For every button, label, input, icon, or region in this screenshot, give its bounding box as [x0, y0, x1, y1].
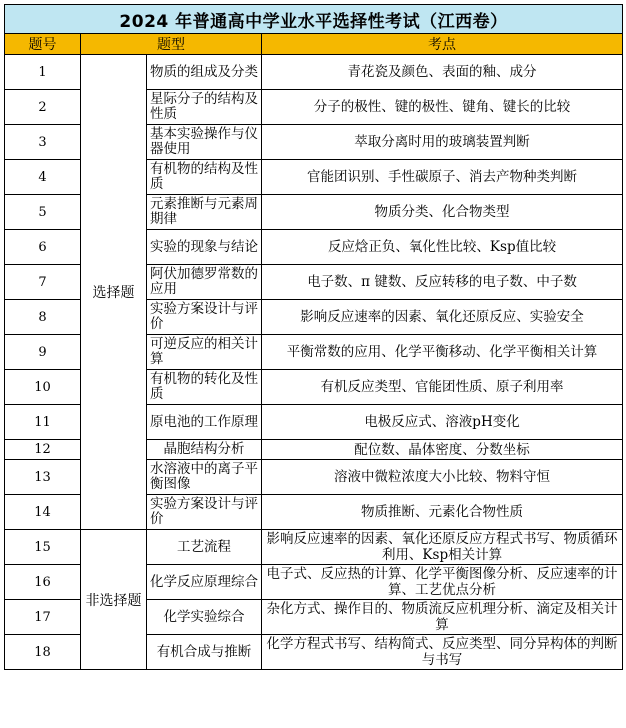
question-type: 实验的现象与结论: [147, 230, 262, 265]
question-number: 13: [5, 460, 81, 495]
section-choice: 选择题: [81, 55, 147, 530]
question-type: 晶胞结构分析: [147, 440, 262, 460]
question-points: 溶液中微粒浓度大小比较、物料守恒: [262, 460, 623, 495]
question-number: 10: [5, 370, 81, 405]
question-type: 阿伏加德罗常数的应用: [147, 265, 262, 300]
question-number: 11: [5, 405, 81, 440]
question-type: 实验方案设计与评价: [147, 495, 262, 530]
header-row: [5, 34, 623, 55]
table-title: 2024 年普通高中学业水平选择性考试（江西卷）: [5, 5, 623, 34]
question-points: 电子数、π 键数、反应转移的电子数、中子数: [262, 265, 623, 300]
question-points: 影响反应速率的因素、氧化还原反应方程式书写、物质循环利用、Ksp相关计算: [262, 530, 623, 565]
question-points: 平衡常数的应用、化学平衡移动、化学平衡相关计算: [262, 335, 623, 370]
question-number: 14: [5, 495, 81, 530]
question-number: 18: [5, 635, 81, 670]
question-number: 6: [5, 230, 81, 265]
header-number: 题号: [5, 34, 81, 55]
question-number: 4: [5, 160, 81, 195]
question-type: 化学实验综合: [147, 600, 262, 635]
header-points: 考点: [262, 34, 623, 55]
question-points: 电极反应式、溶液pH变化: [262, 405, 623, 440]
question-points: 萃取分离时用的玻璃装置判断: [262, 125, 623, 160]
question-number: 8: [5, 300, 81, 335]
question-type: 物质的组成及分类: [147, 55, 262, 90]
question-type: 可逆反应的相关计算: [147, 335, 262, 370]
question-type: 工艺流程: [147, 530, 262, 565]
question-points: 官能团识别、手性碳原子、消去产物种类判断: [262, 160, 623, 195]
question-type: 元素推断与元素周期律: [147, 195, 262, 230]
question-number: 1: [5, 55, 81, 90]
question-points: 物质推断、元素化合物性质: [262, 495, 623, 530]
question-points: 分子的极性、键的极性、键角、键长的比较: [262, 90, 623, 125]
question-type: 基本实验操作与仪器使用: [147, 125, 262, 160]
table-row: [5, 55, 623, 90]
question-type: 有机物的结构及性质: [147, 160, 262, 195]
question-number: 7: [5, 265, 81, 300]
document: [4, 4, 622, 670]
exam-analysis-table: [4, 4, 623, 670]
table-row: [5, 530, 623, 565]
question-type: 有机合成与推断: [147, 635, 262, 670]
question-number: 15: [5, 530, 81, 565]
question-type: 有机物的转化及性质: [147, 370, 262, 405]
question-points: 配位数、晶体密度、分数坐标: [262, 440, 623, 460]
header-type: 题型: [81, 34, 262, 55]
question-points: 化学方程式书写、结构简式、反应类型、同分异构体的判断与书写: [262, 635, 623, 670]
section-non-choice: 非选择题: [81, 530, 147, 670]
question-type: 星际分子的结构及性质: [147, 90, 262, 125]
question-type: 原电池的工作原理: [147, 405, 262, 440]
question-points: 青花瓷及颜色、表面的釉、成分: [262, 55, 623, 90]
question-points: 影响反应速率的因素、氧化还原反应、实验安全: [262, 300, 623, 335]
question-number: 17: [5, 600, 81, 635]
question-points: 电子式、反应热的计算、化学平衡图像分析、反应速率的计算、工艺优点分析: [262, 565, 623, 600]
question-points: 反应焓正负、氧化性比较、Ksp值比较: [262, 230, 623, 265]
question-type: 化学反应原理综合: [147, 565, 262, 600]
question-number: 5: [5, 195, 81, 230]
question-type: 实验方案设计与评价: [147, 300, 262, 335]
question-number: 9: [5, 335, 81, 370]
question-number: 16: [5, 565, 81, 600]
question-points: 有机反应类型、官能团性质、原子利用率: [262, 370, 623, 405]
question-number: 3: [5, 125, 81, 160]
question-points: 杂化方式、操作目的、物质流反应机理分析、滴定及相关计算: [262, 600, 623, 635]
question-number: 12: [5, 440, 81, 460]
question-type: 水溶液中的离子平衡图像: [147, 460, 262, 495]
question-number: 2: [5, 90, 81, 125]
question-points: 物质分类、化合物类型: [262, 195, 623, 230]
